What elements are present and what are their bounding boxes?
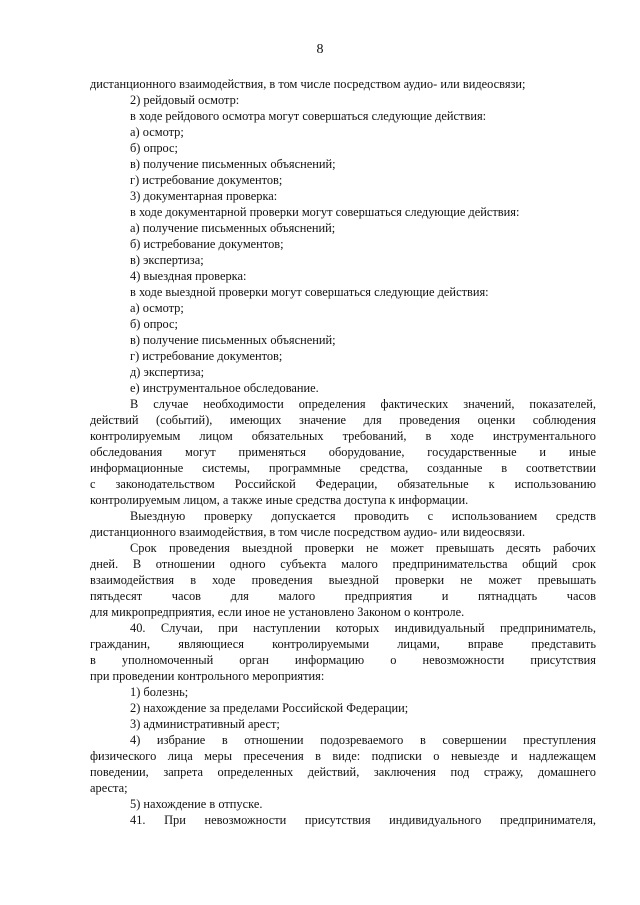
text-line: дистанционного взаимодействия, в том числе посредством аудио- или видеосвязи; <box>90 77 526 91</box>
text-line: В случае необходимости определения фактических значений, показателей, <box>130 397 596 411</box>
text-line: 3) административный арест; <box>130 717 280 731</box>
text-line: б) опрос; <box>130 141 178 155</box>
text-line: дистанционного взаимодействия, в том числе посредством аудио- или видеосвязи. <box>90 525 526 539</box>
text-line: 1) болезнь; <box>130 685 189 699</box>
text-line: пятьдесят часов для малого предприятия и пятнадцать часов <box>90 589 596 603</box>
text-line: для микропредприятия, если иное не установлено Законом о контроле. <box>90 605 465 619</box>
text-line: поведении, запрета определенных действий, заключения под стражу, домашнего <box>90 765 596 779</box>
text-line: д) экспертиза; <box>130 365 205 379</box>
text-line: в ходе документарной проверки могут совершаться следующие действия: <box>130 205 520 219</box>
text-line: при проведении контрольного мероприятия: <box>90 669 325 683</box>
text-line: Выездную проверку допускается проводить с использованием средств <box>130 509 596 523</box>
text-line: 5) нахождение в отпуске. <box>130 797 263 811</box>
text-line: гражданин, являющиеся контролируемыми лицами, вправе представить <box>90 637 596 651</box>
text-line: 3) документарная проверка: <box>130 189 278 203</box>
text-line: 2) нахождение за пределами Российской Федерации; <box>130 701 409 715</box>
text-line: 2) рейдовый осмотр: <box>130 93 240 107</box>
text-line: физического лица меры пресечения в виде: подписки о невыезде и надлежащем <box>90 749 596 763</box>
text-line: 41. При невозможности присутствия индивидуального предпринимателя, <box>130 813 596 827</box>
text-line: г) истребование документов; <box>130 349 283 363</box>
text-line: Срок проведения выездной проверки не может превышать десять рабочих <box>130 541 596 555</box>
text-line: а) осмотр; <box>130 301 184 315</box>
text-line: с законодательством Российской Федерации, обязательные к использованию <box>90 477 596 491</box>
text-line: г) истребование документов; <box>130 173 283 187</box>
text-line: в) экспертиза; <box>130 253 204 267</box>
page-number: 8 <box>316 42 324 57</box>
text-line: в уполномоченный орган информацию о невозможности присутствия <box>90 653 596 667</box>
text-line: а) получение письменных объяснений; <box>130 221 336 235</box>
text-line: б) истребование документов; <box>130 237 284 251</box>
text-line: ареста; <box>90 781 128 795</box>
text-line: дней. В отношении одного субъекта малого предпринимательства общий срок <box>90 557 596 571</box>
text-line: в) получение письменных объяснений; <box>130 333 336 347</box>
text-line: в ходе рейдового осмотра могут совершаться следующие действия: <box>130 109 487 123</box>
text-line: в ходе выездной проверки могут совершаться следующие действия: <box>130 285 489 299</box>
text-line: е) инструментальное обследование. <box>130 381 319 395</box>
text-line: взаимодействия в ходе проведения выездной проверки не может превышать <box>90 573 596 587</box>
text-line: 4) избрание в отношении подозреваемого в совершении преступления <box>130 733 596 747</box>
text-line: контролируемым лицом, а также иные средства доступа к информации. <box>90 493 469 507</box>
text-line: контролируемым лицом обязательных требований, в ходе инструментального <box>90 429 596 443</box>
text-line: действий (событий), имеющих значение для проведения оценки соблюдения <box>90 413 596 427</box>
text-line: б) опрос; <box>130 317 178 331</box>
text-line: а) осмотр; <box>130 125 184 139</box>
text-line: в) получение письменных объяснений; <box>130 157 336 171</box>
text-line: 4) выездная проверка: <box>130 269 247 283</box>
document-body <box>90 76 596 828</box>
text-line: 40. Случаи, при наступлении которых индивидуальный предприниматель, <box>130 621 596 635</box>
text-line: обследования могут применяться оборудование, государственные и иные <box>90 445 596 459</box>
text-line: информационные системы, программные средства, созданные в соответствии <box>90 461 596 475</box>
